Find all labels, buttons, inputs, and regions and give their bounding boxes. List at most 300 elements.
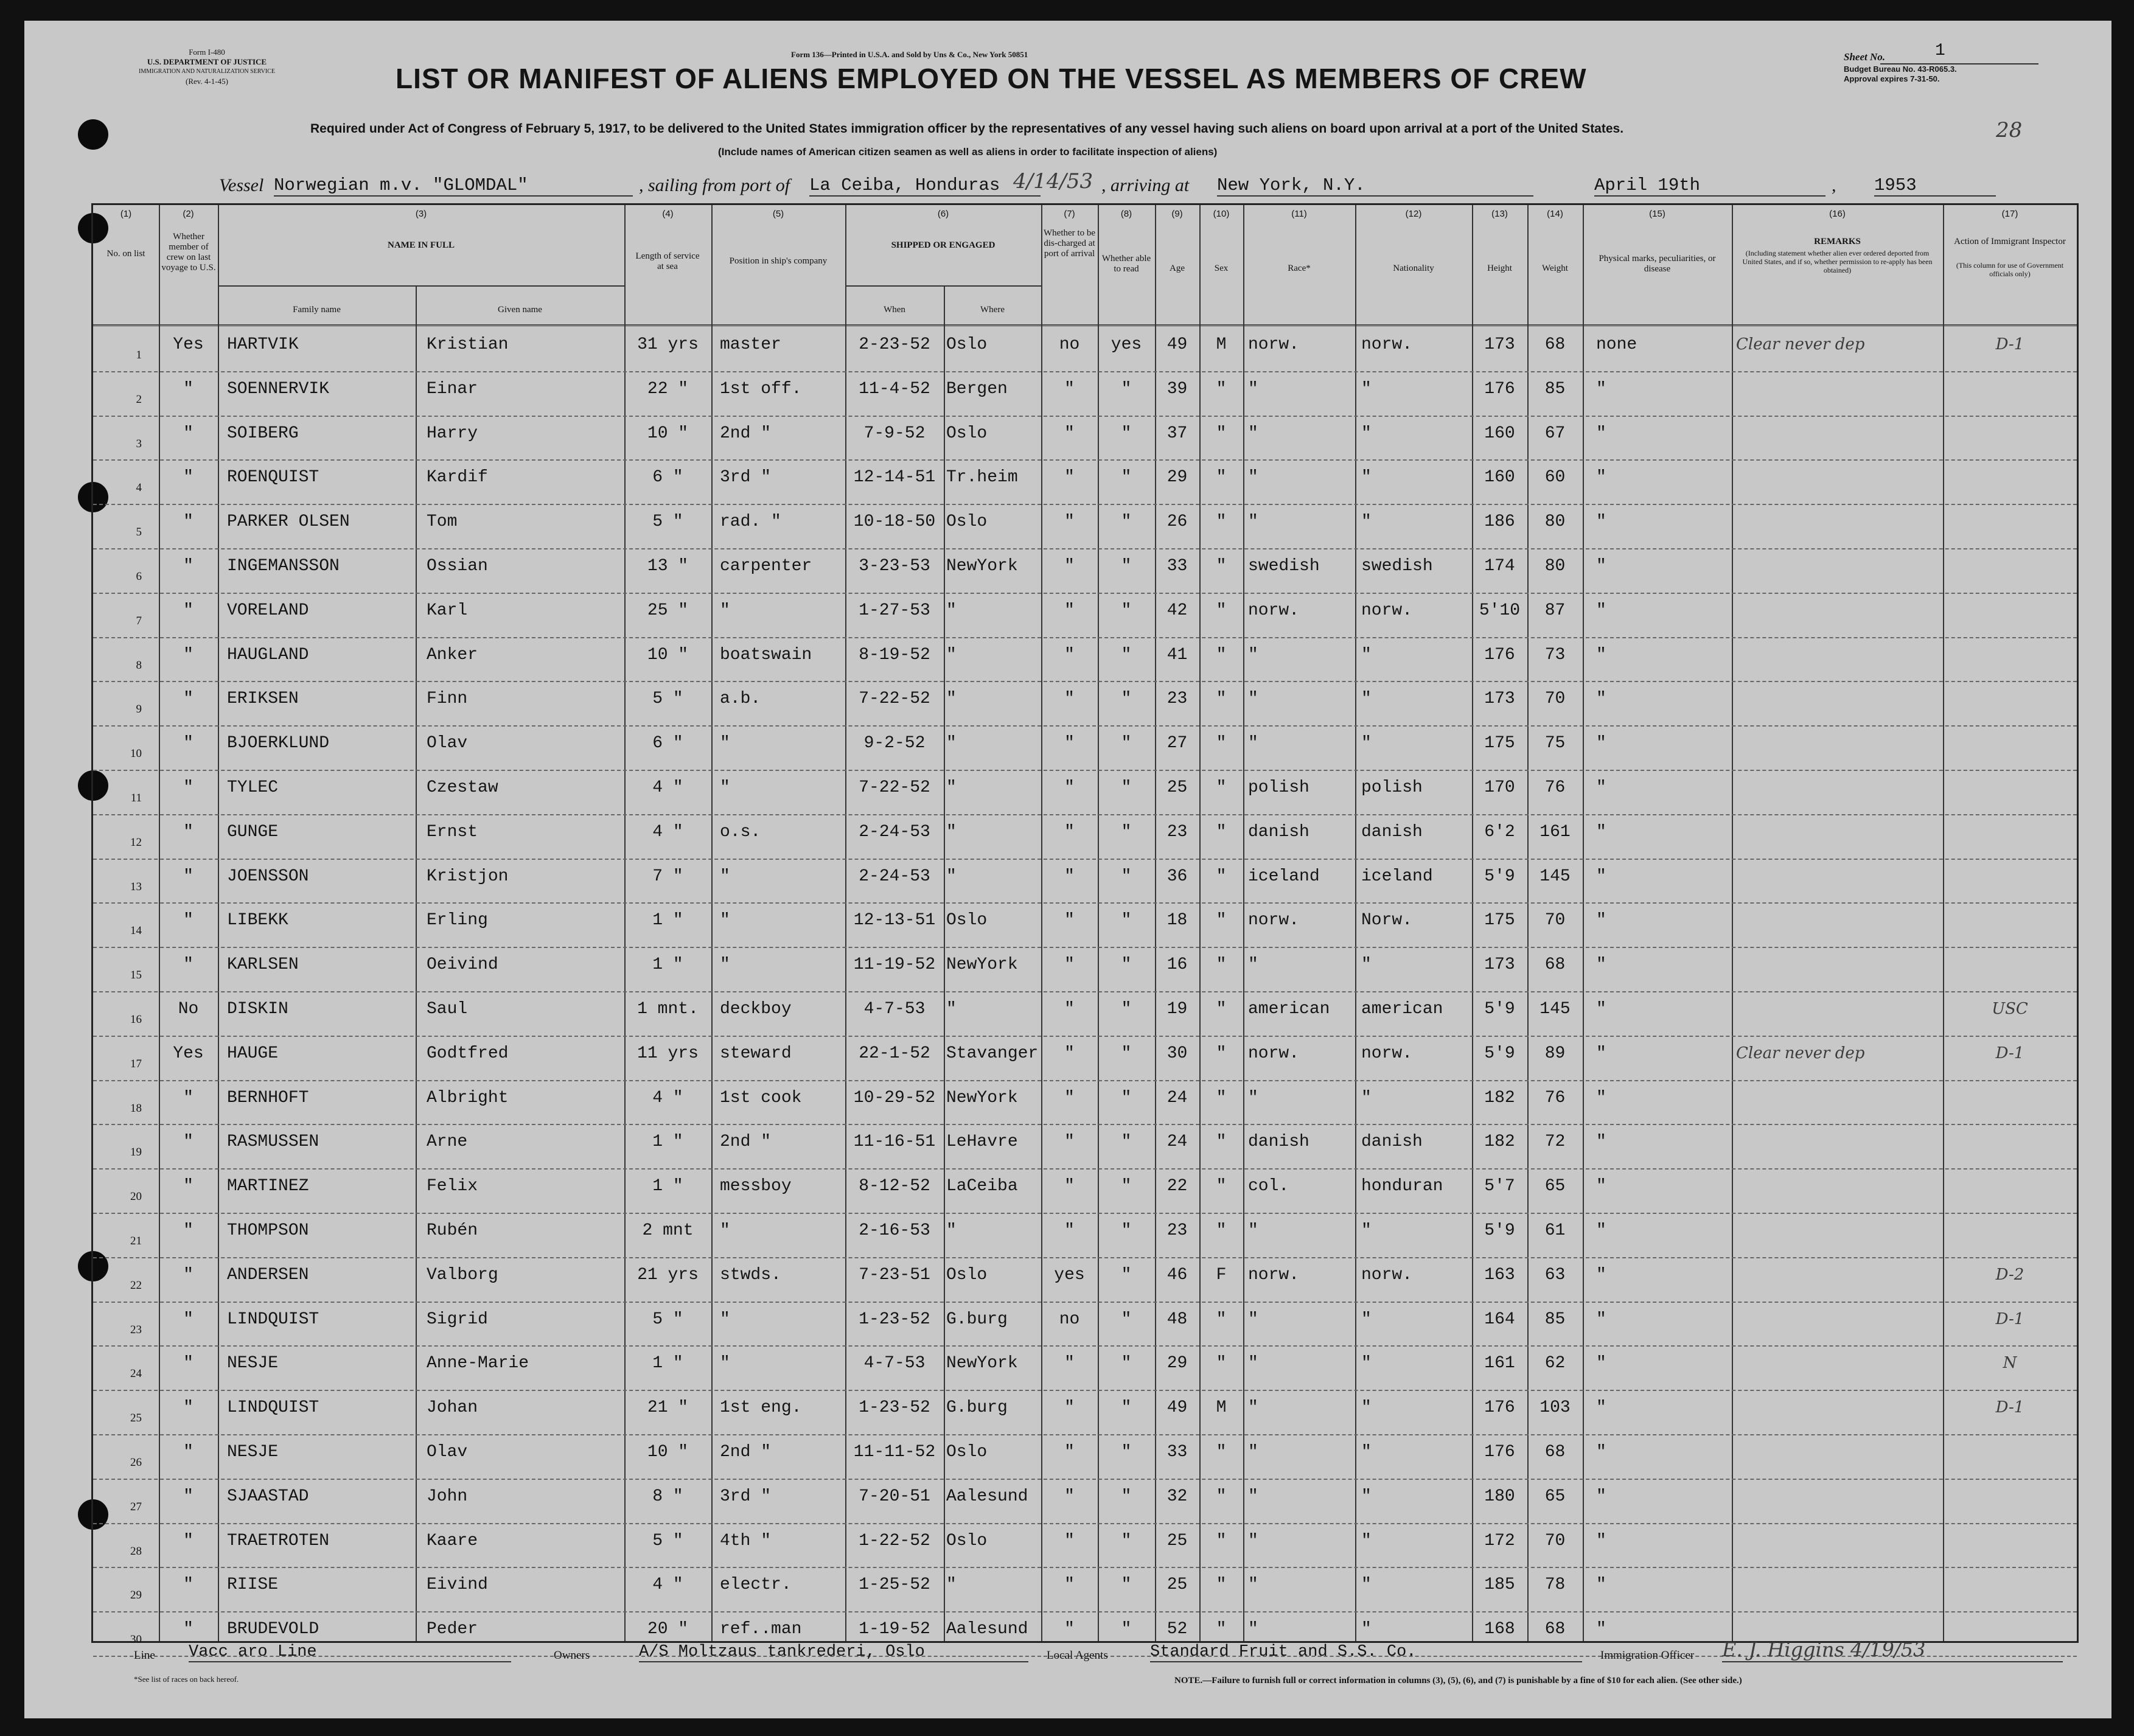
col-number: (2): [183, 209, 194, 219]
race-cell: norw.: [1248, 335, 1300, 354]
where-cell: Stavanger: [946, 1044, 1039, 1063]
row-number: 3: [136, 437, 142, 450]
length-cell: 5 ": [652, 1309, 683, 1329]
when-cell: 1-19-52: [859, 1620, 930, 1639]
nationality-cell: ": [1361, 734, 1372, 753]
height-cell: 173: [1484, 335, 1515, 354]
read-cell: ": [1121, 734, 1132, 753]
position-cell: stwds.: [720, 1265, 781, 1285]
position-cell: ": [720, 778, 730, 797]
sex-cell: ": [1216, 1132, 1227, 1152]
discharged-cell: ": [1064, 1398, 1075, 1418]
sex-cell: ": [1216, 778, 1227, 797]
sex-cell: ": [1216, 379, 1227, 399]
header-action: Action of Immigrant Inspector: [1954, 237, 2066, 246]
discharged-cell: ": [1064, 1221, 1075, 1240]
row-number: 20: [130, 1190, 142, 1204]
header-read: Whether able to read: [1101, 254, 1151, 274]
col-number: (15): [1649, 209, 1665, 219]
given-name-cell: Albright: [427, 1088, 509, 1107]
given-name-cell: Kaare: [427, 1531, 478, 1550]
when-cell: 7-20-51: [859, 1487, 930, 1506]
family-name-cell: HAUGE: [227, 1044, 279, 1063]
manifest-sheet: [24, 21, 2111, 1718]
age-cell: 25: [1166, 1531, 1188, 1550]
member-cell: ": [183, 557, 194, 576]
sex-cell: ": [1216, 1309, 1227, 1329]
header-discharged: Whether to be dis-charged at port of arrival: [1044, 228, 1095, 259]
race-cell: danish: [1248, 822, 1309, 842]
read-cell: ": [1121, 468, 1132, 487]
vessel-label: Vessel: [219, 175, 264, 195]
nationality-cell: ": [1361, 1443, 1372, 1462]
height-cell: 5'10: [1479, 601, 1521, 620]
sex-cell: ": [1216, 734, 1227, 753]
nationality-cell: honduran: [1361, 1177, 1443, 1196]
position-cell: ": [720, 911, 730, 930]
position-cell: 4th ": [720, 1531, 772, 1550]
discharged-cell: ": [1064, 601, 1075, 620]
family-name-cell: LINDQUIST: [227, 1398, 319, 1418]
member-cell: ": [183, 1354, 194, 1373]
nationality-cell: swedish: [1361, 557, 1433, 576]
race-cell: norw.: [1248, 1265, 1300, 1285]
given-name-cell: Kardif: [427, 468, 488, 487]
height-cell: 170: [1484, 778, 1515, 797]
given-name-cell: Kristjon: [427, 866, 509, 886]
member-cell: ": [183, 1309, 194, 1329]
nationality-cell: ": [1361, 955, 1372, 975]
length-cell: 11 yrs: [637, 1044, 699, 1063]
family-name-cell: GUNGE: [227, 822, 279, 842]
nationality-cell: ": [1361, 645, 1372, 664]
table-row: [93, 548, 2077, 594]
family-name-cell: SOENNERVIK: [227, 379, 330, 399]
agents-value: Standard Fruit and S.S. Co.: [1150, 1643, 1582, 1662]
length-cell: 6 ": [652, 734, 683, 753]
read-cell: ": [1121, 1177, 1132, 1196]
position-cell: boatswain: [720, 645, 812, 664]
family-name-cell: TYLEC: [227, 778, 279, 797]
family-name-cell: BERNHOFT: [227, 1088, 309, 1107]
age-cell: 25: [1166, 778, 1188, 797]
discharged-cell: ": [1064, 1088, 1075, 1107]
row-number: 24: [130, 1367, 142, 1381]
height-cell: 185: [1484, 1575, 1515, 1595]
age-cell: 30: [1166, 1044, 1188, 1063]
length-cell: 1 ": [652, 1354, 683, 1373]
punch-hole: [78, 119, 108, 150]
physical-cell: none: [1596, 335, 1637, 354]
table-row: [93, 1168, 2077, 1214]
table-row: [93, 1345, 2077, 1391]
agents-label: Local Agents: [1047, 1649, 1108, 1662]
header-remarks: REMARKS: [1814, 237, 1861, 246]
remarks-cell: Clear never dep: [1736, 335, 1865, 354]
physical-cell: ": [1596, 1620, 1606, 1639]
where-cell: ": [946, 822, 957, 842]
arrival-port: New York, N.Y.: [1217, 175, 1533, 197]
table-row: [93, 1434, 2077, 1480]
nationality-cell: ": [1361, 1487, 1372, 1506]
when-cell: 1-27-53: [859, 601, 930, 620]
given-name-cell: Finn: [427, 689, 468, 709]
height-cell: 174: [1484, 557, 1515, 576]
member-cell: ": [183, 645, 194, 664]
position-cell: a.b.: [720, 689, 761, 709]
length-cell: 25 ": [647, 601, 689, 620]
age-cell: 23: [1166, 822, 1188, 842]
where-cell: ": [946, 1000, 957, 1019]
physical-cell: ": [1596, 1575, 1606, 1595]
height-cell: 173: [1484, 689, 1515, 709]
length-cell: 6 ": [652, 468, 683, 487]
col-number: (12): [1405, 209, 1422, 219]
member-cell: ": [183, 1487, 194, 1506]
where-cell: LeHavre: [946, 1132, 1018, 1152]
given-name-cell: Johan: [427, 1398, 478, 1418]
read-cell: ": [1121, 778, 1132, 797]
line-value: Vacc aro Line: [189, 1643, 511, 1662]
discharged-cell: ": [1064, 557, 1075, 576]
height-cell: 175: [1484, 911, 1515, 930]
col-number: (17): [2001, 209, 2018, 219]
nationality-cell: ": [1361, 1575, 1372, 1595]
where-cell: G.burg: [946, 1398, 1008, 1418]
given-name-cell: Sigrid: [427, 1309, 488, 1329]
weight-cell: 72: [1544, 1132, 1566, 1152]
discharged-cell: ": [1064, 424, 1075, 443]
form-id-line: Form I-480: [189, 47, 225, 57]
required-notice: Required under Act of Congress of February 5, 1917, to be delivered to the United States immigration officer by the representatives of any vessel having such aliens on board upon arrival at a port of the United States.: [310, 122, 1624, 136]
nationality-cell: american: [1361, 1000, 1443, 1019]
age-cell: 16: [1166, 955, 1188, 975]
race-cell: ": [1248, 689, 1258, 709]
family-name-cell: LIBEKK: [227, 911, 288, 930]
row-number: 25: [130, 1412, 142, 1425]
discharged-cell: ": [1064, 1044, 1075, 1063]
height-cell: 5'9: [1484, 1044, 1515, 1063]
height-cell: 186: [1484, 512, 1515, 532]
sex-cell: ": [1216, 1575, 1227, 1595]
officer-label: Immigration Officer: [1600, 1649, 1695, 1662]
age-cell: 49: [1166, 335, 1188, 354]
given-name-cell: Harry: [427, 424, 478, 443]
when-cell: 3-23-53: [859, 557, 930, 576]
owners-label: Owners: [554, 1649, 590, 1662]
age-cell: 39: [1166, 379, 1188, 399]
family-name-cell: HARTVIK: [227, 335, 299, 354]
col-number: (14): [1547, 209, 1563, 219]
sex-cell: ": [1216, 689, 1227, 709]
position-cell: master: [720, 335, 781, 354]
length-cell: 4 ": [652, 1575, 683, 1595]
budget-line: Approval expires 7-31-50.: [1844, 74, 1940, 83]
sex-cell: ": [1216, 911, 1227, 930]
race-cell: polish: [1248, 778, 1309, 797]
race-cell: col.: [1248, 1177, 1289, 1196]
family-name-cell: DISKIN: [227, 1000, 288, 1019]
family-name-cell: RASMUSSEN: [227, 1132, 319, 1152]
position-cell: ref..man: [720, 1620, 802, 1639]
member-cell: ": [183, 1443, 194, 1462]
height-cell: 5'9: [1484, 1000, 1515, 1019]
member-cell: Yes: [173, 335, 204, 354]
length-cell: 10 ": [647, 424, 689, 443]
header-action-note: (This column for use of Government officials only): [1956, 261, 2064, 278]
member-cell: ": [183, 1575, 194, 1595]
when-cell: 9-2-52: [863, 734, 926, 753]
discharged-cell: ": [1064, 1575, 1075, 1595]
discharged-cell: ": [1064, 866, 1075, 886]
when-cell: 7-22-52: [859, 778, 930, 797]
height-cell: 182: [1484, 1132, 1515, 1152]
name-subheader-rule: [218, 285, 624, 287]
weight-cell: 80: [1544, 512, 1566, 532]
when-cell: 12-14-51: [853, 468, 936, 487]
col-number: (3): [415, 209, 427, 219]
row-number: 30: [130, 1633, 142, 1647]
race-note: *See list of races on back hereof.: [134, 1675, 239, 1684]
age-cell: 33: [1166, 557, 1188, 576]
physical-cell: ": [1596, 778, 1606, 797]
row-number: 26: [130, 1456, 142, 1469]
age-cell: 41: [1166, 645, 1188, 664]
where-cell: Oslo: [946, 911, 988, 930]
family-name-cell: TRAETROTEN: [227, 1531, 330, 1550]
member-cell: ": [183, 778, 194, 797]
nationality-cell: iceland: [1361, 866, 1433, 886]
sailing-label: , sailing from port of: [639, 175, 790, 195]
when-cell: 1-23-52: [859, 1309, 930, 1329]
physical-cell: ": [1596, 1044, 1606, 1063]
family-name-cell: BJOERKLUND: [227, 734, 330, 753]
nationality-cell: norw.: [1361, 601, 1413, 620]
page-title: LIST OR MANIFEST OF ALIENS EMPLOYED ON THE VESSEL AS MEMBERS OF CREW: [396, 63, 1587, 94]
physical-cell: ": [1596, 1221, 1606, 1240]
physical-cell: ": [1596, 468, 1606, 487]
weight-cell: 70: [1544, 1531, 1566, 1550]
when-cell: 8-19-52: [859, 645, 930, 664]
sex-cell: ": [1216, 1177, 1227, 1196]
where-cell: ": [946, 734, 957, 753]
when-cell: 1-23-52: [859, 1398, 930, 1418]
weight-cell: 103: [1539, 1398, 1571, 1418]
length-cell: 2 mnt: [642, 1221, 694, 1240]
discharged-cell: ": [1064, 1132, 1075, 1152]
nationality-cell: ": [1361, 512, 1372, 532]
given-name-cell: Saul: [427, 1000, 468, 1019]
nationality-cell: danish: [1361, 1132, 1423, 1152]
sex-cell: ": [1216, 955, 1227, 975]
weight-cell: 68: [1544, 335, 1566, 354]
header-physical: Physical marks, peculiarities, or disease: [1599, 254, 1716, 274]
when-cell: 11-11-52: [853, 1443, 936, 1462]
member-cell: ": [183, 1088, 194, 1107]
race-cell: iceland: [1248, 866, 1320, 886]
action-cell: D-1: [1995, 1309, 2024, 1328]
where-cell: LaCeiba: [946, 1177, 1018, 1196]
age-cell: 22: [1166, 1177, 1188, 1196]
sex-cell: ": [1216, 424, 1227, 443]
read-cell: ": [1121, 689, 1132, 709]
given-name-cell: Rubén: [427, 1221, 478, 1240]
family-name-cell: RIISE: [227, 1575, 279, 1595]
header-where: Where: [980, 305, 1005, 315]
race-cell: swedish: [1248, 557, 1320, 576]
member-cell: ": [183, 822, 194, 842]
when-cell: 11-19-52: [853, 955, 936, 975]
where-cell: ": [946, 1575, 957, 1595]
age-cell: 49: [1166, 1398, 1188, 1418]
table-row: [93, 1567, 2077, 1612]
table-row: [93, 1124, 2077, 1170]
height-cell: 160: [1484, 424, 1515, 443]
port-name: La Ceiba, Honduras: [809, 175, 1041, 197]
table-row: [93, 1257, 2077, 1303]
weight-cell: 85: [1544, 1309, 1566, 1329]
length-cell: 21 yrs: [637, 1265, 699, 1285]
form-id-line: (Rev. 4-1-45): [186, 77, 228, 86]
where-cell: Aalesund: [946, 1487, 1028, 1506]
height-cell: 176: [1484, 645, 1515, 664]
given-name-cell: Arne: [427, 1132, 468, 1152]
weight-cell: 145: [1539, 1000, 1571, 1019]
when-cell: 10-18-50: [853, 512, 936, 532]
member-cell: ": [183, 424, 194, 443]
race-cell: norw.: [1248, 911, 1300, 930]
col-number: (5): [772, 209, 784, 219]
row-number: 8: [136, 658, 142, 672]
where-cell: ": [946, 778, 957, 797]
fine-note: NOTE.—Failure to furnish full or correct information in columns (3), (5), (6), and (7) is punishable by a fine of $10 for each alien. (See other side.): [1174, 1676, 1742, 1685]
discharged-cell: ": [1064, 1443, 1075, 1462]
age-cell: 25: [1166, 1575, 1188, 1595]
given-name-cell: Olav: [427, 734, 468, 753]
sex-cell: F: [1216, 1265, 1227, 1285]
family-name-cell: NESJE: [227, 1354, 279, 1373]
weight-cell: 145: [1539, 866, 1571, 886]
weight-cell: 70: [1544, 911, 1566, 930]
nationality-cell: norw.: [1361, 1044, 1413, 1063]
position-cell: deckboy: [720, 1000, 792, 1019]
physical-cell: ": [1596, 1354, 1606, 1373]
table-row: [93, 1479, 2077, 1524]
read-cell: ": [1121, 822, 1132, 842]
read-cell: ": [1121, 1088, 1132, 1107]
header-remarks-note: (Including statement whether alien ever ordered deported from United States, and if so, whether permission to re-apply has been obtained): [1742, 249, 1933, 274]
header-name-in-full: NAME IN FULL: [387, 240, 455, 250]
member-cell: ": [183, 1620, 194, 1639]
position-cell: ": [720, 1309, 730, 1329]
when-cell: 12-13-51: [853, 911, 936, 930]
where-cell: Bergen: [946, 379, 1008, 399]
physical-cell: ": [1596, 1531, 1606, 1550]
action-cell: D-1: [1995, 1044, 2024, 1062]
race-cell: ": [1248, 1620, 1258, 1639]
comma: ,: [1832, 175, 1836, 195]
given-name-cell: Peder: [427, 1620, 478, 1639]
table-row: [93, 371, 2077, 417]
when-cell: 8-12-52: [859, 1177, 930, 1196]
length-cell: 5 ": [652, 512, 683, 532]
sex-cell: ": [1216, 601, 1227, 620]
nationality-cell: ": [1361, 1531, 1372, 1550]
sex-cell: ": [1216, 1354, 1227, 1373]
height-cell: 182: [1484, 1088, 1515, 1107]
length-cell: 1 ": [652, 1132, 683, 1152]
physical-cell: ": [1596, 911, 1606, 930]
header-sex: Sex: [1214, 263, 1229, 273]
where-cell: Oslo: [946, 424, 988, 443]
discharged-cell: ": [1064, 911, 1075, 930]
read-cell: ": [1121, 512, 1132, 532]
where-cell: ": [946, 645, 957, 664]
position-cell: 2nd ": [720, 1443, 772, 1462]
length-cell: 1 ": [652, 955, 683, 975]
member-cell: ": [183, 866, 194, 886]
read-cell: yes: [1111, 335, 1142, 354]
physical-cell: ": [1596, 1309, 1606, 1329]
where-cell: NewYork: [946, 1088, 1018, 1107]
crew-rows: [93, 327, 2077, 1647]
position-cell: o.s.: [720, 822, 761, 842]
given-name-cell: Anne-Marie: [427, 1354, 529, 1373]
when-cell: 7-9-52: [863, 424, 926, 443]
read-cell: ": [1121, 955, 1132, 975]
member-cell: Yes: [173, 1044, 204, 1063]
read-cell: ": [1121, 1531, 1132, 1550]
printer-line: Form 136—Printed in U.S.A. and Sold by Uns & Co., New York 50851: [791, 50, 1028, 59]
weight-cell: 70: [1544, 689, 1566, 709]
when-cell: 2-23-52: [859, 335, 930, 354]
weight-cell: 73: [1544, 645, 1566, 664]
discharged-cell: no: [1059, 335, 1080, 354]
where-cell: Aalesund: [946, 1620, 1028, 1639]
height-cell: 6'2: [1484, 822, 1515, 842]
member-cell: ": [183, 689, 194, 709]
row-number: 13: [130, 880, 142, 893]
length-cell: 31 yrs: [637, 335, 699, 354]
race-cell: ": [1248, 955, 1258, 975]
read-cell: ": [1121, 1132, 1132, 1152]
height-cell: 176: [1484, 1443, 1515, 1462]
physical-cell: ": [1596, 601, 1606, 620]
nationality-cell: ": [1361, 424, 1372, 443]
race-cell: ": [1248, 734, 1258, 753]
read-cell: ": [1121, 557, 1132, 576]
row-number: 29: [130, 1589, 142, 1602]
header-given-name: Given name: [498, 305, 542, 315]
family-name-cell: LINDQUIST: [227, 1309, 319, 1329]
weight-cell: 68: [1544, 955, 1566, 975]
physical-cell: ": [1596, 424, 1606, 443]
family-name-cell: JOENSSON: [227, 866, 309, 886]
height-cell: 173: [1484, 955, 1515, 975]
given-name-cell: Tom: [427, 512, 458, 532]
length-cell: 13 ": [647, 557, 689, 576]
owners-value: A/S Moltzaus tankrederi, Oslo: [639, 1643, 1028, 1662]
given-name-cell: John: [427, 1487, 468, 1506]
row-number: 17: [130, 1057, 142, 1070]
discharged-cell: ": [1064, 689, 1075, 709]
family-name-cell: VORELAND: [227, 601, 309, 620]
physical-cell: ": [1596, 1265, 1606, 1285]
table-row: [93, 814, 2077, 860]
length-cell: 20 ": [647, 1620, 689, 1639]
col-number: (16): [1829, 209, 1846, 219]
weight-cell: 87: [1544, 601, 1566, 620]
